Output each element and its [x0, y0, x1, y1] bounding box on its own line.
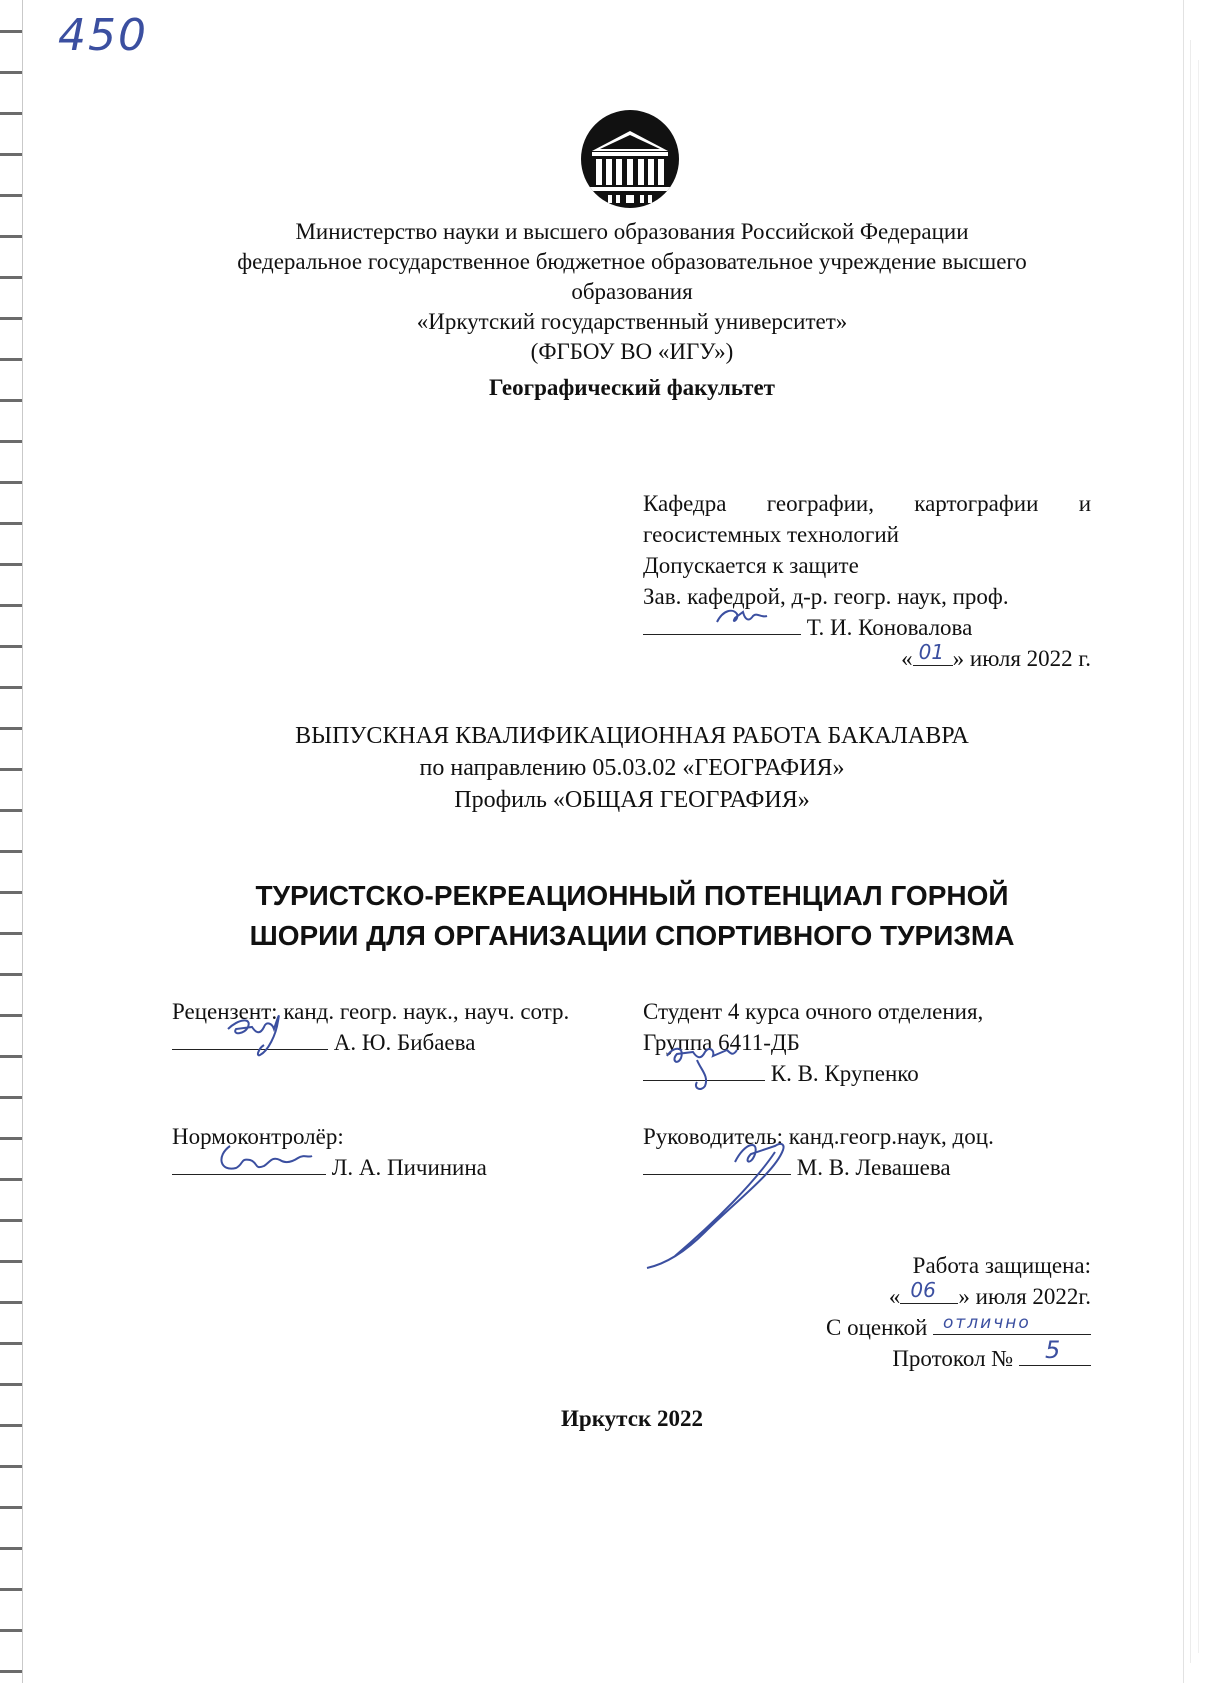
reviewer-block [172, 996, 632, 1058]
normcontrol-name: Л. А. Пичинина [331, 1155, 487, 1180]
normcontrol-signature-row [172, 1152, 632, 1183]
student-name: К. В. Крупенко [770, 1061, 919, 1086]
city-year: Иркутск 2022 [561, 1406, 703, 1431]
topic-line-1: ТУРИСТСКО-РЕКРЕАЦИОННЫЙ ПОТЕНЦИАЛ ГОРНОЙ [255, 880, 1009, 911]
reviewer-position: Рецензент: канд. геогр. наук., науч. сотр. [172, 999, 570, 1024]
reviewer-signature-row [172, 1027, 632, 1058]
work-direction: по направлению 05.03.02 «ГЕОГРАФИЯ» [419, 755, 845, 781]
department-word-2: географии, [766, 491, 874, 516]
department-word-1: Кафедра [643, 491, 727, 516]
date-day-handwritten: 01 [918, 640, 945, 664]
institution-line-2: образования [571, 279, 693, 304]
institution-line-1: федеральное государственное бюджетное образовательное учреждение высшего [237, 249, 1027, 274]
supervisor-block [643, 1121, 1103, 1183]
thesis-topic [0, 876, 1224, 956]
head-signature-line [643, 612, 1091, 643]
student-block [643, 996, 1103, 1089]
approval-block [643, 488, 1091, 674]
title-header [0, 217, 1224, 403]
supervisor-signature-line [643, 1152, 791, 1175]
normcontrol-signature-line [172, 1152, 326, 1175]
protocol-field [1019, 1336, 1091, 1366]
date-open-quote: « [901, 646, 913, 671]
defense-date-open-quote: « [888, 1284, 901, 1309]
head-position: Зав. кафедрой, д-р. геогр. наук, проф. [643, 584, 1009, 609]
defense-date-rest: » июля 2022г. [958, 1284, 1091, 1309]
defense-protocol [643, 1336, 1091, 1374]
signature-line [643, 612, 801, 635]
student-signature-line [643, 1058, 765, 1081]
topic-line-2: ШОРИИ ДЛЯ ОРГАНИЗАЦИИ СПОРТИВНОГО ТУРИЗМА [249, 920, 1015, 951]
approval-date [643, 640, 1091, 674]
ministry-line: Министерство науки и высшего образования Российской Федерации [295, 219, 969, 244]
normcontrol-block [172, 1121, 632, 1183]
normcontrol-position: Нормоконтролёр: [172, 1124, 344, 1149]
defense-status: Работа защищена: [912, 1253, 1091, 1278]
defense-block [643, 1250, 1091, 1374]
faculty-name: Географический факультет [489, 375, 775, 400]
reviewer-name: А. Ю. Бибаева [333, 1030, 476, 1055]
university-abbreviation: (ФГБОУ ВО «ИГУ») [530, 339, 734, 364]
student-position: Студент 4 курса очного отделения, [643, 999, 984, 1024]
date-rest: » июля 2022 г. [952, 646, 1091, 671]
work-title-block [0, 720, 1224, 816]
supervisor-signature-row [643, 1152, 1103, 1183]
department-word-4: и [1078, 491, 1091, 516]
supervisor-position: Руководитель: канд.геогр.наук, доц. [643, 1124, 994, 1149]
work-profile: Профиль «ОБЩАЯ ГЕОГРАФИЯ» [454, 787, 810, 813]
student-signature-row [643, 1058, 1103, 1089]
university-name: «Иркутский государственный университет» [416, 309, 848, 334]
head-name: Т. И. Коновалова [806, 615, 973, 640]
grade-field [933, 1312, 1091, 1335]
university-logo [578, 109, 682, 209]
admitted-text: Допускается к защите [643, 553, 859, 578]
grade-label: С оценкой [826, 1315, 928, 1340]
work-type: ВЫПУСКНАЯ КВАЛИФИКАЦИОННАЯ РАБОТА БАКАЛАВРА [295, 723, 969, 749]
grade-handwritten: отлично [943, 1313, 1031, 1333]
department-line-1 [643, 488, 1091, 519]
defense-day-handwritten: 06 [910, 1278, 936, 1302]
defense-day-field [900, 1278, 958, 1304]
department-word-3: картографии [914, 491, 1039, 516]
department-line-2: геосистемных технологий [643, 522, 899, 547]
protocol-handwritten: 5 [1045, 1336, 1061, 1364]
student-group: Группа 6411-ДБ [643, 1030, 800, 1055]
reviewer-signature-line [172, 1027, 328, 1050]
supervisor-name: М. В. Левашева [796, 1155, 951, 1180]
handwritten-page-number: 450 [58, 10, 148, 61]
protocol-label: Протокол № [892, 1346, 1014, 1371]
defense-grade [643, 1312, 1091, 1343]
date-day-field [913, 640, 953, 666]
